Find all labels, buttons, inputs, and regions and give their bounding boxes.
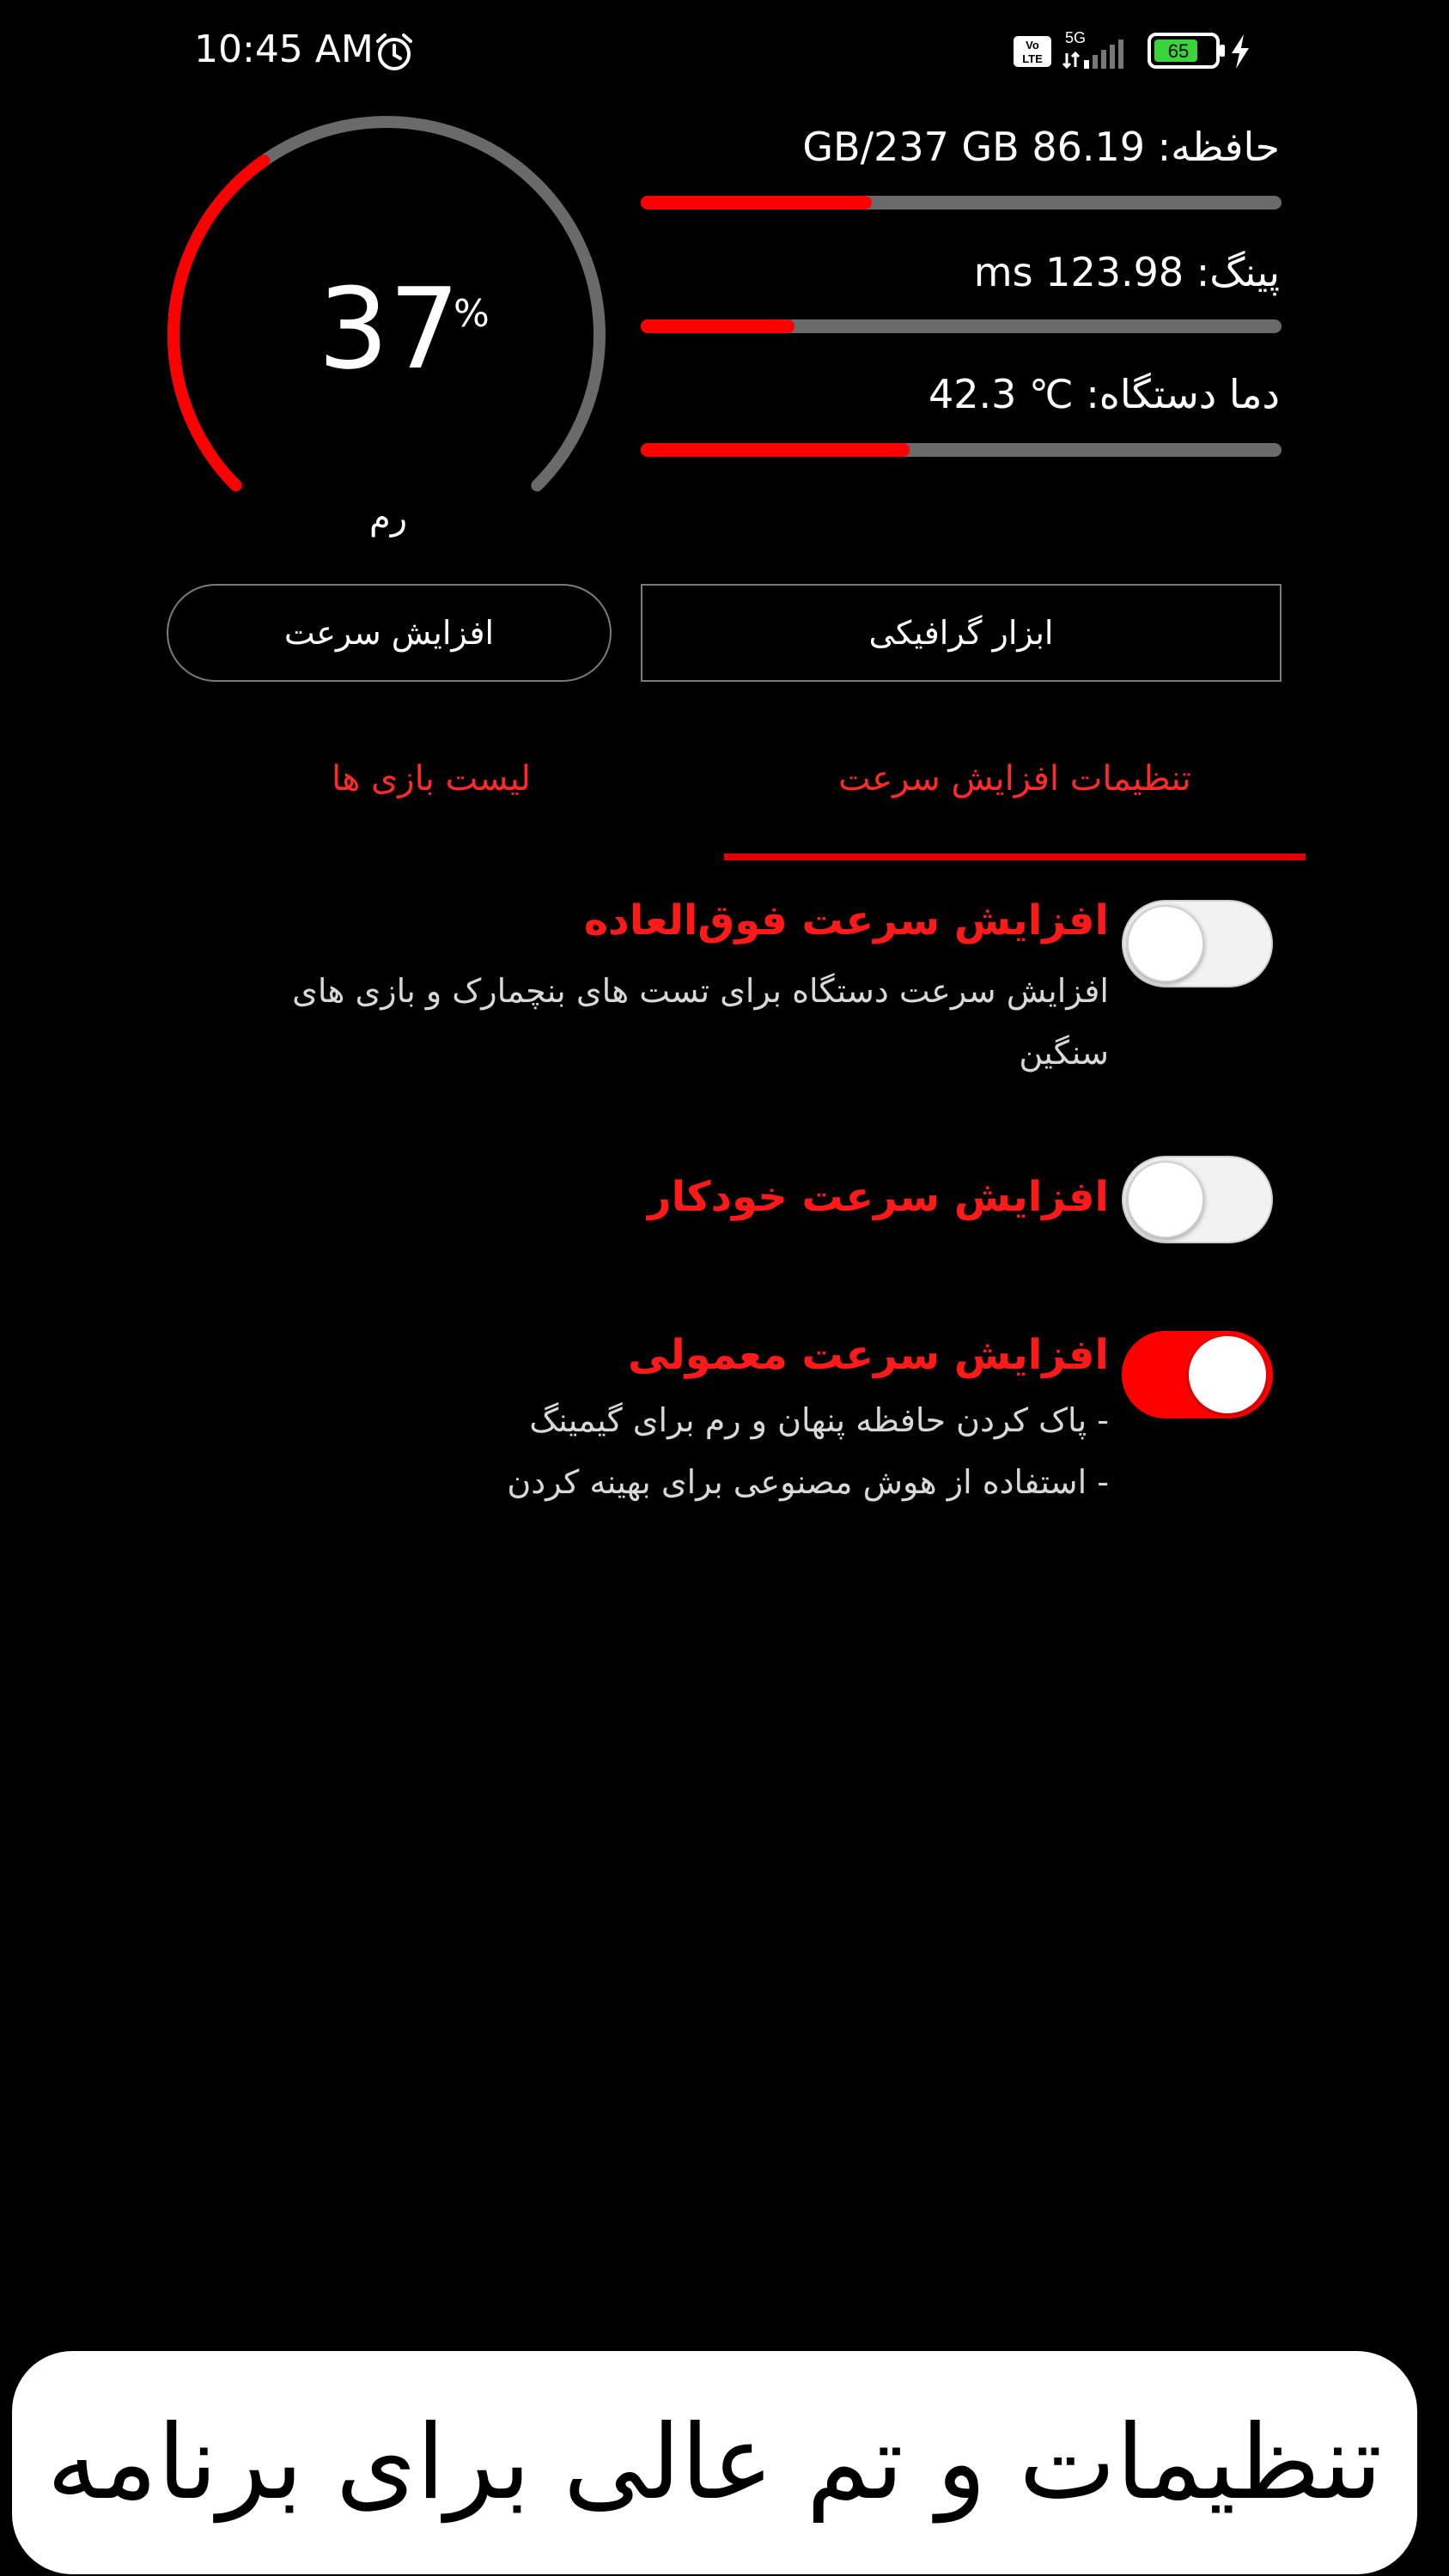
gauge-fill [174,161,264,485]
svg-text:LTE: LTE [1022,52,1043,65]
ping-value: ms 123.98 [973,249,1184,295]
promo-banner-text: تنظیمات و تم عالی برای برنامه [46,2403,1383,2523]
auto-boost-title: افزایش سرعت خودکار [647,1173,1109,1221]
charging-bolt-icon [1228,33,1252,70]
extreme-boost-desc-line: سنگین [1019,1034,1109,1072]
status-time: 10:45 AM [194,27,374,71]
ram-percent-unit: % [454,292,490,336]
toggle-knob [1127,1161,1204,1238]
speed-boost-button[interactable]: افزایش سرعت [167,584,612,682]
tab-boost-settings[interactable]: تنظیمات افزایش سرعت [838,759,1191,799]
toggle-knob [1189,1336,1266,1413]
toggle-knob [1127,905,1204,982]
svg-text:5G: 5G [1065,29,1087,46]
ping-bar-fill [641,319,795,333]
extreme-boost-description [164,960,1109,1084]
memory-stat [802,124,1280,170]
temperature-bar [641,443,1282,457]
graphic-tools-button[interactable]: ابزار گرافیکی [641,584,1282,682]
alarm-icon [373,31,416,74]
ping-label: پینگ: [1196,249,1280,295]
memory-bar-fill [641,196,872,210]
memory-value: GB/237 GB 86.19 [802,124,1146,170]
normal-boost-toggle[interactable] [1122,1331,1273,1419]
temperature-bar-fill [641,443,910,457]
battery-icon [1148,33,1227,69]
ping-stat [974,249,1280,295]
active-tab-indicator [724,854,1306,860]
5g-signal-icon [1062,27,1139,70]
normal-boost-desc-line: - استفاده از هوش مصنوعی برای بهینه کردن [507,1463,1109,1501]
normal-boost-title: افزایش سرعت معمولی [628,1331,1109,1379]
ram-percent-value: 37 [318,264,460,394]
extreme-boost-toggle[interactable] [1122,900,1273,987]
temperature-value: ℃ 42.3 [928,371,1074,417]
memory-label: حافظه: [1157,124,1280,170]
promo-banner [12,2351,1417,2574]
normal-boost-description [164,1389,1109,1513]
normal-boost-desc-line: - پاک کردن حافظه پنهان و رم برای گیمینگ [529,1401,1109,1439]
temperature-stat [928,371,1280,417]
extreme-boost-desc-line: افزایش سرعت دستگاه برای تست های بنچمارک و بازی های [292,972,1109,1010]
ram-label: رم [369,498,408,538]
memory-bar [641,196,1282,210]
svg-text:Vo: Vo [1026,39,1039,52]
tab-games-list[interactable]: لیست بازی ها [332,759,531,799]
svg-text:65: 65 [1167,40,1190,62]
auto-boost-toggle[interactable] [1122,1156,1273,1243]
extreme-boost-title: افزایش سرعت فوق‌العاده [583,896,1109,945]
temperature-label: دما دستگاه: [1086,371,1280,417]
ping-bar [641,319,1282,333]
volte-icon [1014,36,1051,67]
